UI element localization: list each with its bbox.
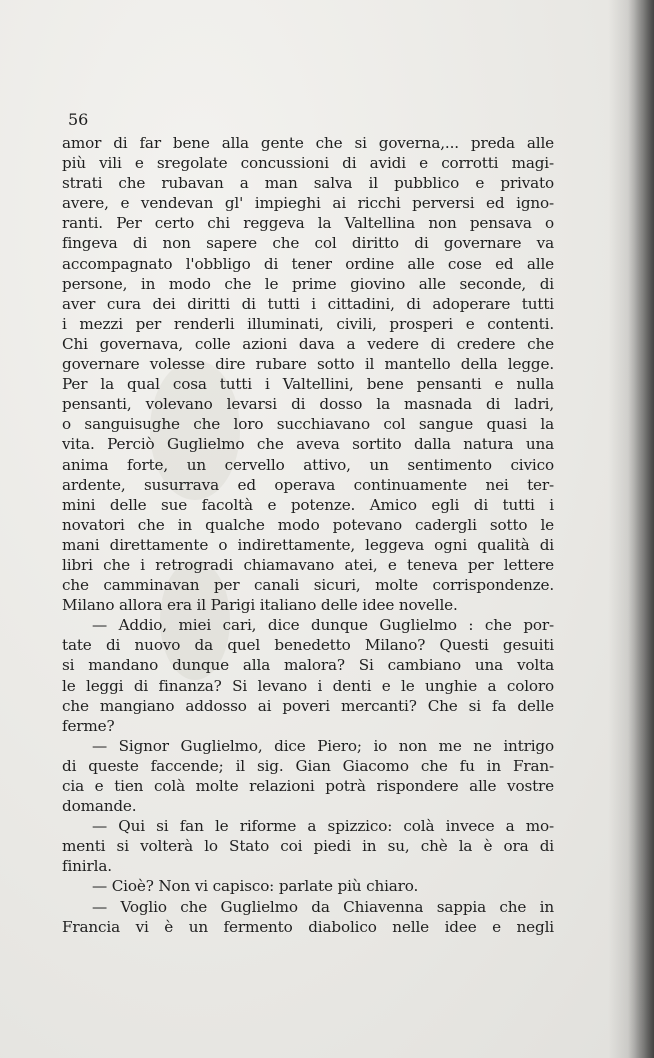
text-line: fingeva di non sapere che col diritto di governare va [62, 234, 554, 253]
text-line: ferme? [62, 716, 115, 735]
text-line: — Signor Guglielmo, dice Piero; io non me ne intrigo [92, 736, 554, 755]
body-text [62, 133, 554, 937]
text-line: avere, e vendevan gl' impieghi ai ricchi perversi ed igno- [62, 194, 554, 213]
text-line: governare volesse dire rubare sotto il mantello della legge. [62, 355, 554, 374]
text-line: cia e tien colà molte relazioni potrà rispondere alle vostre [62, 777, 554, 795]
text-line: — Addio, miei cari, dice dunque Guglielmo : che por- [92, 616, 554, 635]
text-line: accompagnato l'obbligo di tener ordine alle cose ed alle [62, 254, 554, 273]
text-line: ranti. Per certo chi reggeva la Valtellina non pensava o [62, 214, 554, 233]
text-line: anima forte, un cervello attivo, un sentimento civico [62, 455, 554, 474]
text-line: tate di nuovo da quel benedetto Milano? Questi gesuiti [62, 636, 554, 655]
text-line: — Cioè? Non vi capisco: parlate più chiaro. [92, 877, 419, 896]
text-line: finirla. [62, 857, 112, 876]
text-line: mini delle sue facoltà e potenze. Amico egli di tutti i [62, 495, 554, 514]
text-line: le leggi di finanza? Si levano i denti e le unghie a coloro [62, 676, 554, 695]
text-line: Francia vi è un fermento diabolico nelle idee e negli [62, 917, 554, 936]
text-line: novatori che in qualche modo potevano cadergli sotto le [62, 515, 554, 534]
text-line: aver cura dei diritti di tutti i cittadini, di adoperare tutti [62, 294, 554, 313]
text-line: domande. [62, 797, 137, 816]
text-line: più vili e sregolate concussioni di avidi e corrotti magi- [62, 154, 554, 173]
text-line: pensanti, volevano levarsi di dosso la masnada di ladri, [62, 395, 554, 414]
text-line: — Qui si fan le riforme a spizzico: colà invece a mo- [92, 817, 554, 836]
page-number: 56 [68, 110, 89, 129]
text-line: strati che rubavan a man salva il pubblico e privato [62, 174, 554, 193]
text-line: libri che i retrogradi chiamavano atei, e teneva per lettere [62, 555, 554, 574]
text-line: Chi governava, colle azioni dava a vedere di credere che [62, 334, 554, 353]
text-line: vita. Perciò Guglielmo che aveva sortito dalla natura una [62, 435, 554, 454]
text-line: amor di far bene alla gente che si governa,... preda alle [62, 134, 554, 152]
text-line: Milano allora era il Parigi italiano delle idee novelle. [62, 596, 458, 615]
book-spine-shadow [628, 0, 654, 1058]
text-line: ardente, susurrava ed operava continuamente nei ter- [62, 475, 554, 494]
text-line: Per la qual cosa tutti i Valtellini, bene pensanti e nulla [62, 375, 554, 394]
text-line: mani direttamente o indirettamente, leggeva ogni qualità di [62, 535, 554, 554]
text-line: che camminavan per canali sicuri, molte corrispondenze. [62, 576, 554, 595]
text-line: — Voglio che Guglielmo da Chiavenna sappia che in [92, 897, 554, 916]
text-line: i mezzi per renderli illuminati, civili, prosperi e contenti. [62, 314, 554, 333]
text-line: menti si volterà lo Stato coi piedi in su, chè la è ora di [62, 837, 554, 856]
text-line: o sanguisughe che loro succhiavano col sangue quasi la [62, 415, 554, 434]
text-line: si mandano dunque alla malora? Si cambiano una volta [62, 656, 554, 675]
text-line: che mangiano addosso ai poveri mercanti? Che si fa delle [62, 696, 554, 715]
text-line: di queste faccende; il sig. Gian Giacomo che fu in Fran- [62, 756, 554, 775]
text-line: persone, in modo che le prime giovino alle seconde, di [62, 274, 554, 293]
